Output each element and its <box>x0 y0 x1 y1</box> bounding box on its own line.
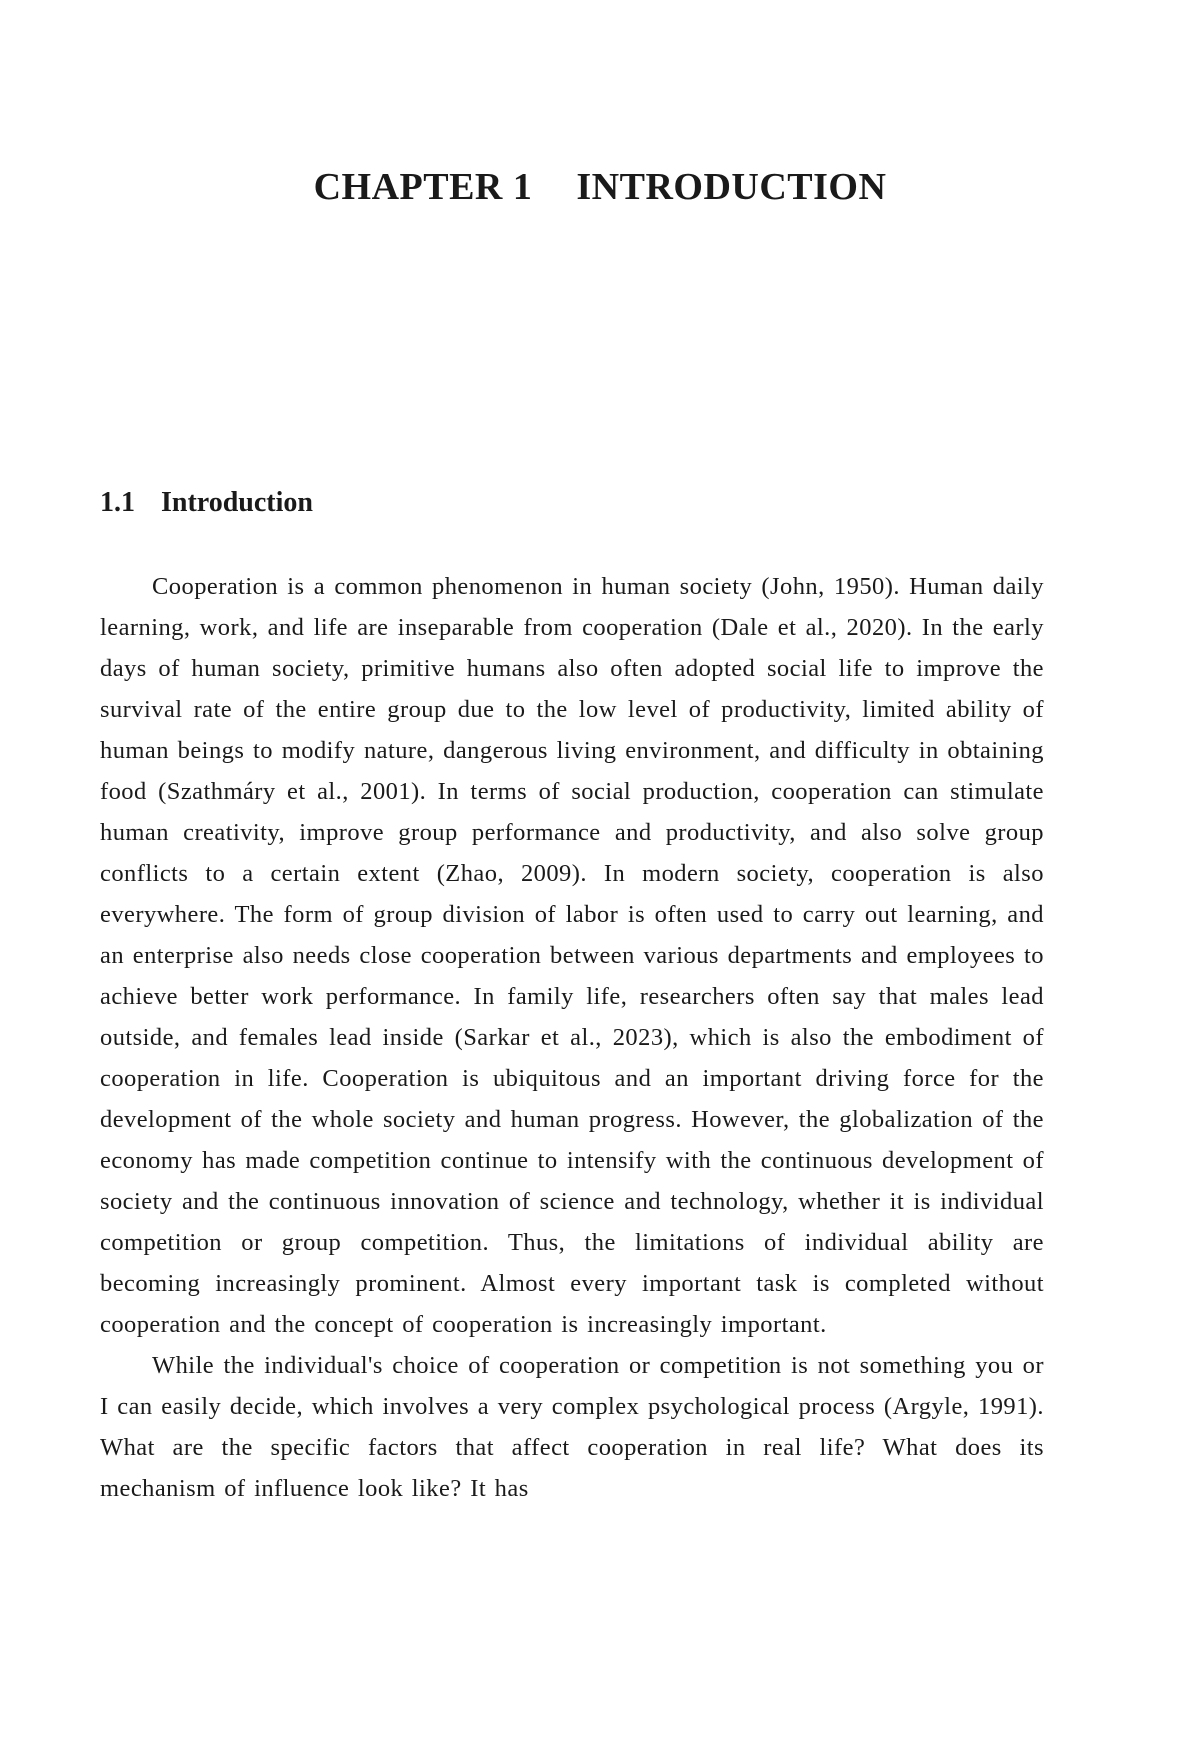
paragraph: Cooperation is a common phenomenon in human society (John, 1950). Human daily learning, work, and life are inseparable from cooperation (Dale et al., 2020). In the early days of human society, primitive humans also often adopted social life to improve the survival rate of the entire group due to the low level of productivity, limited ability of human beings to modify nature, dangerous living environment, and difficulty in obtaining food (Szathmáry et al., 2001). In terms of social production, cooperation can stimulate human creativity, improve group performance and productivity, and also solve group conflicts to a certain extent (Zhao, 2009). In modern society, cooperation is also everywhere. The form of group division of labor is often used to carry out learning, and an enterprise also needs close cooperation between various departments and employees to achieve better work performance. In family life, researchers often say that males lead outside, and females lead inside (Sarkar et al., 2023), which is also the embodiment of cooperation in life. Cooperation is ubiquitous and an important driving force for the development of the whole society and human progress. However, the globalization of the economy has made competition continue to intensify with the continuous development of society and the continuous innovation of science and technology, whether it is individual competition or group competition. Thus, the limitations of individual ability are becoming increasingly prominent. Almost every important task is completed without cooperation and the concept of cooperation is increasingly important. <box>100 573 1044 1338</box>
section-number: 1.1 <box>100 487 135 518</box>
body-text <box>100 566 1044 1509</box>
section-title: Introduction <box>161 487 313 518</box>
chapter-title <box>0 165 1200 209</box>
chapter-number: CHAPTER 1 <box>313 166 533 208</box>
paragraph: While the individual's choice of cooperation or competition is not something you or I can easily decide, which involves a very complex psychological process (Argyle, 1991). What are the specific factors that affect cooperation in real life? What does its mechanism of influence look like? It has <box>100 1352 1044 1502</box>
section-heading <box>100 487 313 519</box>
chapter-name: INTRODUCTION <box>576 166 887 208</box>
